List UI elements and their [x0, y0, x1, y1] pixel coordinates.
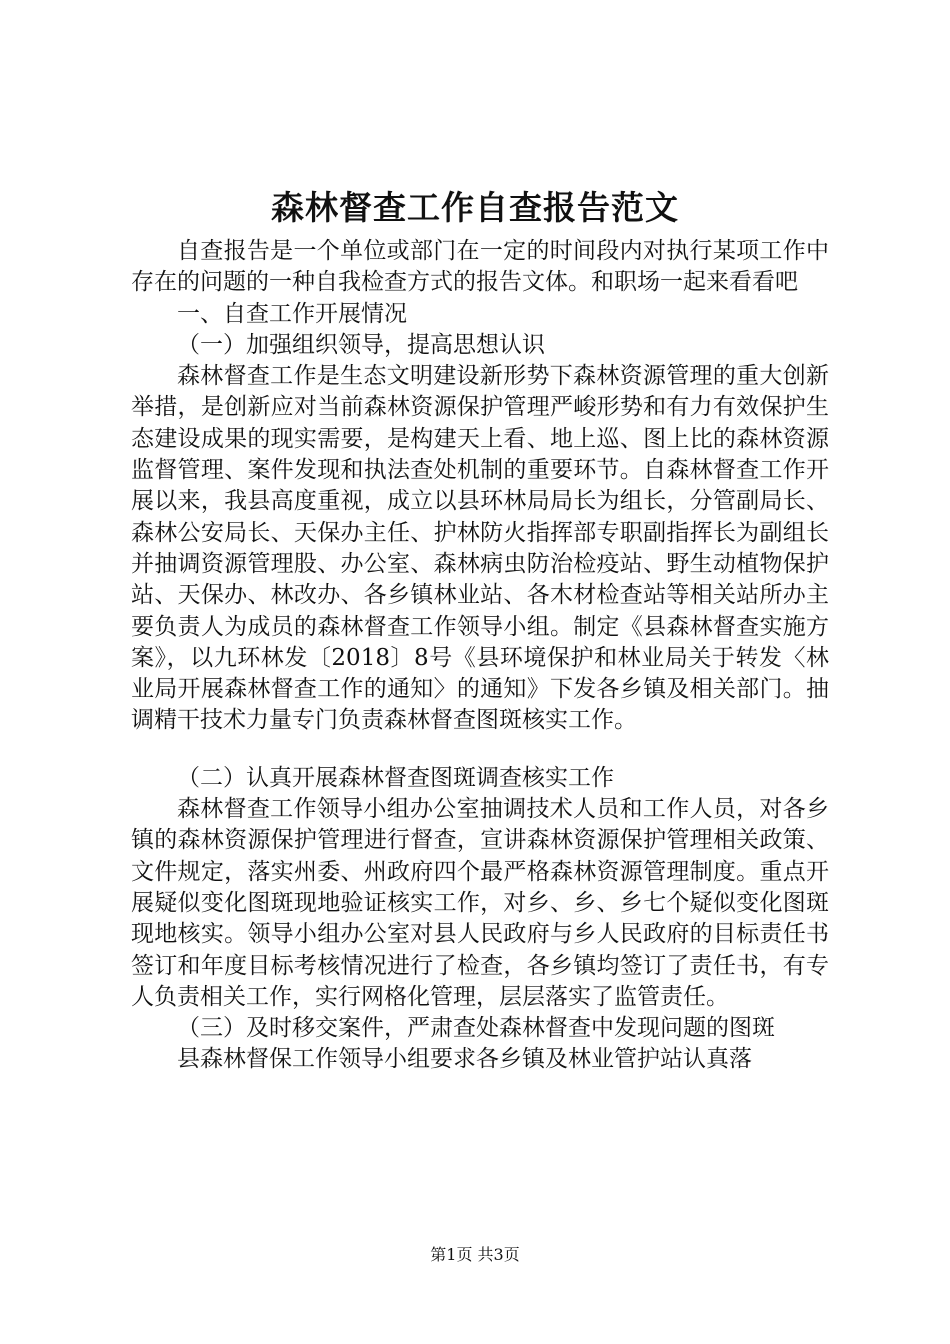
body-paragraph: 县森林督保工作领导小组要求各乡镇及林业管护站认真落: [177, 1046, 752, 1073]
document-title: 森林督查工作自查报告范文: [271, 188, 679, 227]
intro-paragraph: 自查报告是一个单位或部门在一定的时间段内对执行某项工作中存在的问题的一种自我检查方式的报告文体。和职场一起来看看吧: [131, 238, 829, 296]
document-body: [131, 236, 829, 1076]
page-number-footer: 第1页 共3页: [430, 1245, 520, 1264]
body-paragraph: 森林督查工作领导小组办公室抽调技术人员和工作人员，对各乡镇的森林资源保护管理进行督查，宣讲森林资源保护管理相关政策、文件规定，落实州委、州政府四个最严格森林资源管理制度。重点开展疑似变化图斑现地验证核实工作，对乡、乡、乡七个疑似变化图斑现地核实。领导小组办公室对县人民政府与乡人民政府的目标责任书签订和年度目标考核情况进行了检查，各乡镇均签订了责任书，有专人负责相关工作，实行网格化管理，层层落实了监管责任。: [131, 796, 829, 1010]
subsection-heading-1: （一）加强组织领导，提高思想认识: [177, 331, 545, 358]
body-paragraph: 森林督查工作是生态文明建设新形势下森林资源管理的重大创新举措，是创新应对当前森林资源保护管理严峻形势和有力有效保护生态建设成果的现实需要，是构建天上看、地上巡、图上比的森林资源监督管理、案件发现和执法查处机制的重要环节。自森林督查工作开展以来，我县高度重视，成立以县环林局局长为组长，分管副局长、森林公安局长、天保办主任、护林防火指挥部专职副指挥长为副组长并抽调资源管理股、办公室、森林病虫防治检疫站、野生动植物保护站、天保办、林改办、各乡镇林业站、各木材检查站等相关站所办主要负责人为成员的森林督查工作领导小组。制定《县森林督查实施方案》，以九环林发〔2018〕8号《县环境保护和林业局关于转发〈林业局开展森林督查工作的通知〉的通知》下发各乡镇及相关部门。抽调精干技术力量专门负责森林督查图斑核实工作。: [131, 363, 829, 734]
section-heading-1: 一、自查工作开展情况: [177, 300, 407, 327]
subsection-heading-2: （二）认真开展森林督查图斑调查核实工作: [177, 764, 614, 791]
subsection-heading-3: （三）及时移交案件，严肃查处森林督查中发现问题的图斑: [177, 1015, 775, 1042]
